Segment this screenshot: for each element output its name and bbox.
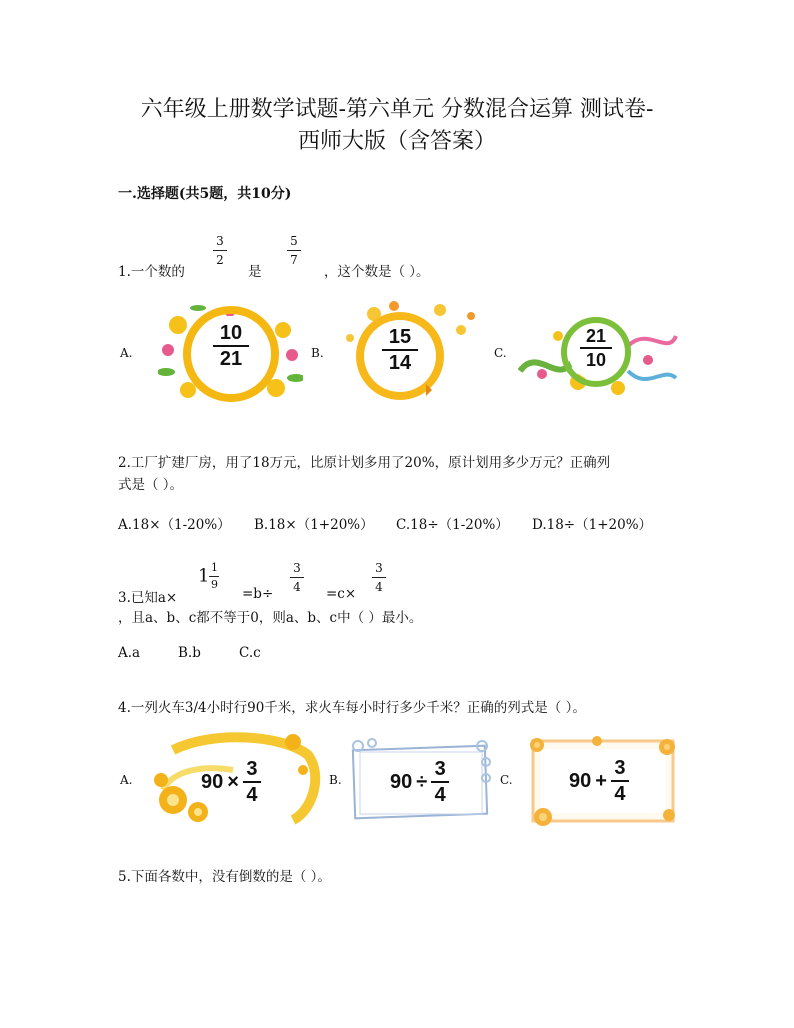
q3-frac2-den: 4 bbox=[375, 580, 383, 594]
q4-a-num: 3 bbox=[246, 758, 258, 780]
q3-frac1-num: 3 bbox=[293, 561, 301, 575]
q1-fraction-2 bbox=[287, 234, 301, 267]
q4-c-den: 4 bbox=[614, 783, 626, 805]
q1-frac1-num: 3 bbox=[216, 234, 224, 248]
q4-text: 4.一列火车3/4小时行90千米，求火车每小时行多少千米？正确的列式是（ ）。 bbox=[118, 700, 586, 716]
q4-option-b-expression bbox=[390, 758, 449, 806]
q3-eq1: =b÷ bbox=[242, 586, 274, 602]
q1-a-den: 21 bbox=[219, 348, 243, 370]
q1-mid: 是 bbox=[248, 264, 262, 280]
q1-option-c-fraction bbox=[580, 326, 612, 370]
q1-option-c-image[interactable] bbox=[518, 316, 678, 398]
q2-option-b[interactable]: B.18×（1+20%） bbox=[254, 517, 374, 533]
q4-a-op: × bbox=[227, 770, 239, 793]
q3-mixed-num: 1 bbox=[210, 561, 218, 574]
q2-option-c[interactable]: C.18÷（1-20%） bbox=[396, 517, 509, 533]
q3-frac2-num: 3 bbox=[375, 561, 383, 575]
q3-fraction-2 bbox=[372, 561, 386, 594]
q4-c-left: 90 bbox=[569, 769, 592, 792]
q1-option-b-label[interactable]: B. bbox=[311, 346, 324, 360]
q1-frac2-num: 5 bbox=[290, 234, 298, 248]
q1-frac2-den: 7 bbox=[290, 253, 298, 267]
q1-option-c-label[interactable]: C. bbox=[494, 346, 507, 360]
q1-c-den: 10 bbox=[585, 350, 607, 370]
q4-option-a-image[interactable] bbox=[143, 730, 323, 826]
q1-option-a-label[interactable]: A. bbox=[120, 346, 133, 360]
q1-frac1-den: 2 bbox=[216, 253, 224, 267]
q3-prefix: 3.已知a× bbox=[118, 590, 178, 606]
q4-c-num: 3 bbox=[614, 757, 626, 779]
q4-option-b-image[interactable] bbox=[348, 738, 493, 822]
q4-option-c-expression bbox=[569, 757, 629, 805]
q4-b-num: 3 bbox=[434, 758, 446, 780]
q4-option-c-image[interactable] bbox=[527, 735, 680, 827]
q5-text: 5.下面各数中，没有倒数的是（ ）。 bbox=[118, 869, 331, 885]
q3-option-a[interactable]: A.a bbox=[118, 645, 141, 661]
q3-fraction-1 bbox=[290, 561, 304, 594]
q4-b-den: 4 bbox=[434, 784, 446, 806]
q2-text-line2: 式是（ ）。 bbox=[118, 477, 184, 493]
q1-fraction-1 bbox=[213, 234, 227, 267]
q1-option-b-image[interactable] bbox=[336, 300, 486, 408]
q4-a-den: 4 bbox=[246, 784, 258, 806]
q2-option-a[interactable]: A.18×（1-20%） bbox=[118, 517, 231, 533]
q1-option-a-fraction bbox=[213, 322, 249, 370]
q4-option-c-label[interactable]: C. bbox=[500, 773, 513, 787]
q4-b-left: 90 bbox=[390, 770, 413, 793]
q1-prefix: 1.一个数的 bbox=[118, 264, 185, 280]
q1-option-a-image[interactable] bbox=[158, 300, 303, 408]
q4-option-a-expression bbox=[201, 758, 261, 806]
q2-text-line1: 2.工厂扩建厂房，用了18万元，比原计划多用了20%，原计划用多少万元？正确列 bbox=[118, 455, 611, 471]
q4-a-left: 90 bbox=[201, 770, 224, 793]
q1-c-num: 21 bbox=[585, 326, 607, 346]
q1-a-num: 10 bbox=[219, 322, 243, 344]
q2-option-d[interactable]: D.18÷（1+20%） bbox=[532, 517, 653, 533]
q1-suffix: ，这个数是（ ）。 bbox=[324, 264, 430, 280]
q3-line2: ，且a、b、c都不等于0，则a、b、c中（ ）最小。 bbox=[118, 610, 423, 626]
q4-option-b-label[interactable]: B. bbox=[329, 773, 342, 787]
q1-b-den: 14 bbox=[388, 352, 412, 374]
q1-b-num: 15 bbox=[388, 326, 412, 348]
page-title-line2: 西师大版（含答案） bbox=[297, 129, 496, 154]
q4-option-a-label[interactable]: A. bbox=[120, 773, 133, 787]
section-heading: 一.选择题(共5题，共10分) bbox=[118, 186, 292, 202]
q4-b-op: ÷ bbox=[416, 770, 428, 793]
q3-eq2: =c× bbox=[326, 586, 357, 602]
q3-mixed-den: 9 bbox=[210, 578, 218, 591]
q4-c-op: + bbox=[595, 769, 607, 792]
q1-option-b-fraction bbox=[382, 326, 418, 374]
q3-mixed-whole: 1 bbox=[198, 565, 210, 587]
q3-option-c[interactable]: C.c bbox=[239, 645, 261, 661]
q3-option-b[interactable]: B.b bbox=[178, 645, 201, 661]
page-title-line1: 六年级上册数学试题-第六单元 分数混合运算 测试卷- bbox=[140, 97, 654, 122]
q3-mixed-number bbox=[198, 562, 219, 591]
q3-frac1-den: 4 bbox=[293, 580, 301, 594]
